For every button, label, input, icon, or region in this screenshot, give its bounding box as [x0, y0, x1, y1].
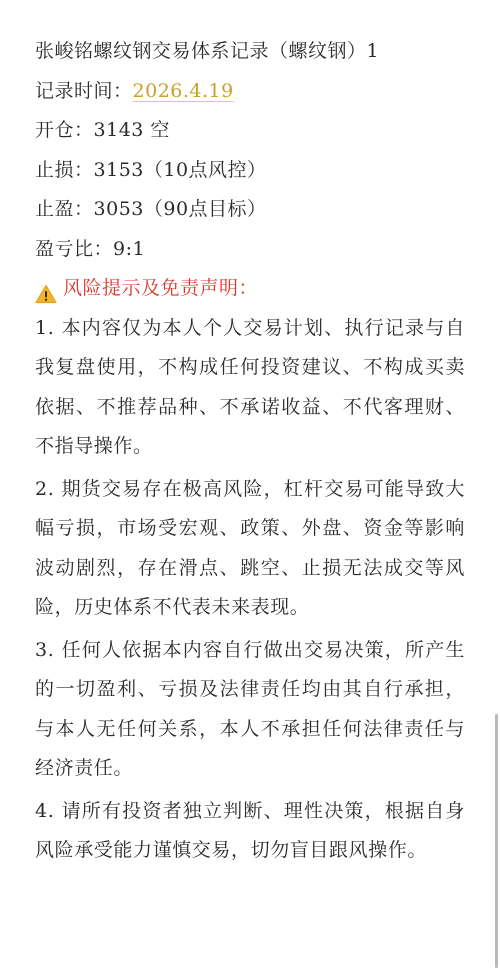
profit-loss-ratio-row [35, 230, 465, 270]
take-profit-label: 止盈： [35, 198, 94, 220]
disclaimer-heading [35, 269, 465, 309]
disclaimer-paragraph-3: 3. 任何人依据本内容自行做出交易决策，所产生的一切盈利、亏损及法律责任均由其自行承担，与本人无任何关系，本人不承担任何法律责任与经济责任。 [35, 638, 465, 779]
stop-loss-label: 止损： [35, 158, 94, 181]
profit-loss-ratio-label: 盈亏比： [35, 237, 114, 260]
document-title: 张峻铭螺纹钢交易体系记录（螺纹钢）1 [35, 40, 380, 62]
scrollbar[interactable] [495, 714, 498, 968]
open-position-label: 开仓： [35, 119, 94, 141]
profit-loss-ratio-value: 9:1 [113, 237, 146, 260]
open-position-value: 3143 空 [93, 119, 170, 141]
document [35, 32, 465, 874]
disclaimer-paragraph-1: 1. 本内容仅为本人个人交易计划、执行记录与自我复盘使用，不构成任何投资建议、不构成买卖依据、不推荐品种、不承诺收益、不代客理财、不指导操作。 [35, 316, 465, 457]
open-position-row [35, 111, 465, 151]
disclaimer-title: 风险提示及免责声明： [63, 277, 259, 299]
warning-icon [35, 279, 57, 299]
take-profit-row [35, 190, 465, 230]
stop-loss-value: 3153（10点风控） [93, 158, 267, 181]
disclaimer-paragraph-2: 2. 期货交易存在极高风险，杠杆交易可能导致大幅亏损，市场受宏观、政策、外盘、资金等影响波动剧烈，存在滑点、跳空、止损无法成交等风险，历史体系不代表未来表现。 [35, 477, 465, 618]
disclaimer-paragraph-4: 4. 请所有投资者独立判断、理性决策，根据自身风险承受能力谨慎交易，切勿盲目跟风操作。 [35, 799, 465, 861]
stop-loss-row [35, 151, 465, 191]
take-profit-value: 3053（90点目标） [93, 198, 267, 220]
record-time-row [35, 72, 465, 112]
record-time-date-link[interactable]: 2026.4.19 [132, 79, 234, 102]
record-time-label: 记录时间： [35, 79, 133, 102]
